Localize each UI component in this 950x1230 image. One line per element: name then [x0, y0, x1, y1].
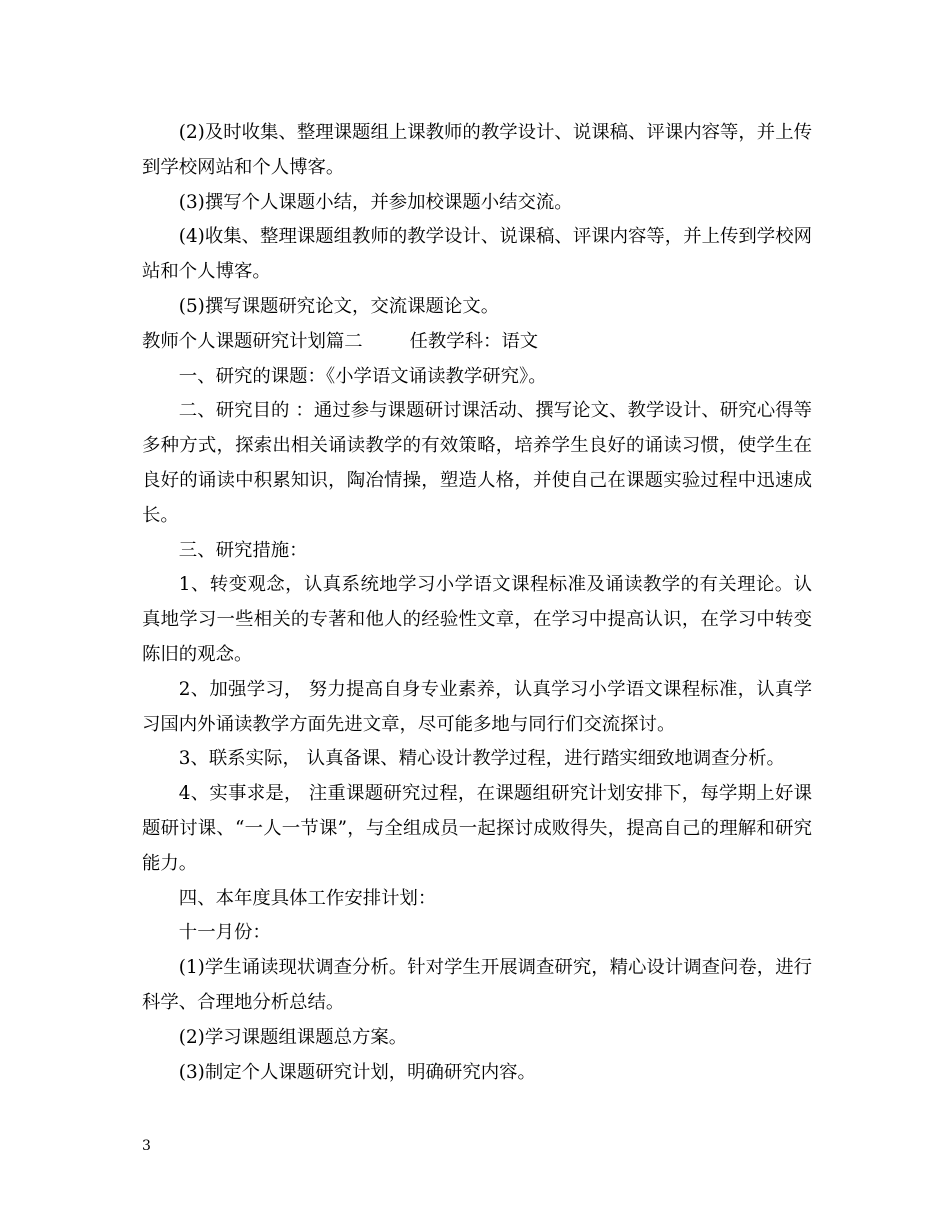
paragraph-annual-plan-heading: 四、本年度具体工作安排计划：	[178, 887, 437, 909]
paragraph-measure-4: 4、实事求是， 注重课题研究过程，在课题组研究计划安排下，每学期上好课题研讨课、“一人一节课”，与全组成员一起探讨成败得失，提高自己的理解和研究能力。	[142, 783, 812, 874]
page-number: 3	[142, 1138, 151, 1154]
paragraph-research-purpose: 二、研究目的 ：通过参与课题研讨课活动、撰写论文、教学设计、研究心得等多种方式，探索出相关诵读教学的有效策略，培养学生良好的诵读习惯，使学生在良好的诵读中积累知识，陶冶情操，塑造人格，并使自己在课题实验过程中迅速成长。	[142, 400, 812, 526]
paragraph-research-measures-heading: 三、研究措施：	[178, 539, 308, 561]
paragraph-measure-1: 1、转变观念，认真系统地学习小学语文课程标准及诵读教学的有关理论。认真地学习一些相关的专著和他人的经验性文章，在学习中提高认识，在学习中转变陈旧的观念。	[142, 574, 812, 665]
paragraph-research-topic: 一、研究的课题：《小学语文诵读教学研究》。	[178, 365, 547, 387]
paragraph-november-item-2: (2)学习课题组课题总方案。	[178, 1026, 408, 1048]
paragraph-november-item-1: (1)学生诵读现状调查分析。针对学生开展调查研究，精心设计调查问卷，进行科学、合理地分析总结。	[142, 957, 812, 1013]
paragraph-write-paper: (5)撰写课题研究论文，交流课题论文。	[178, 295, 500, 317]
paragraph-november-heading: 十一月份：	[178, 922, 271, 944]
paragraph-write-summary: (3)撰写个人课题小结，并参加校课题小结交流。	[178, 191, 573, 213]
paragraph-collect-lesson-materials: (2)及时收集、整理课题组上课教师的教学设计、说课稿、评课内容等，并上传到学校网站和个人博客。	[142, 122, 812, 178]
paragraph-measure-3: 3、联系实际， 认真备课、精心设计教学过程，进行踏实细致地调查分析。	[178, 748, 785, 770]
paragraph-november-item-3: (3)制定个人课题研究计划，明确研究内容。	[178, 1061, 536, 1083]
paragraph-collect-group-materials: (4)收集、整理课题组教师的教学设计、说课稿、评课内容等，并上传到学校网站和个人博客。	[142, 226, 812, 283]
paragraph-measure-2: 2、加强学习， 努力提高自身专业素养，认真学习小学语文课程标准，认真学习国内外诵读教学方面先进文章，尽可能多地与同行们交流探讨。	[142, 678, 812, 735]
document-body	[142, 116, 812, 1090]
section-title: 教师个人课题研究计划篇二 任教学科：语文	[142, 330, 539, 352]
